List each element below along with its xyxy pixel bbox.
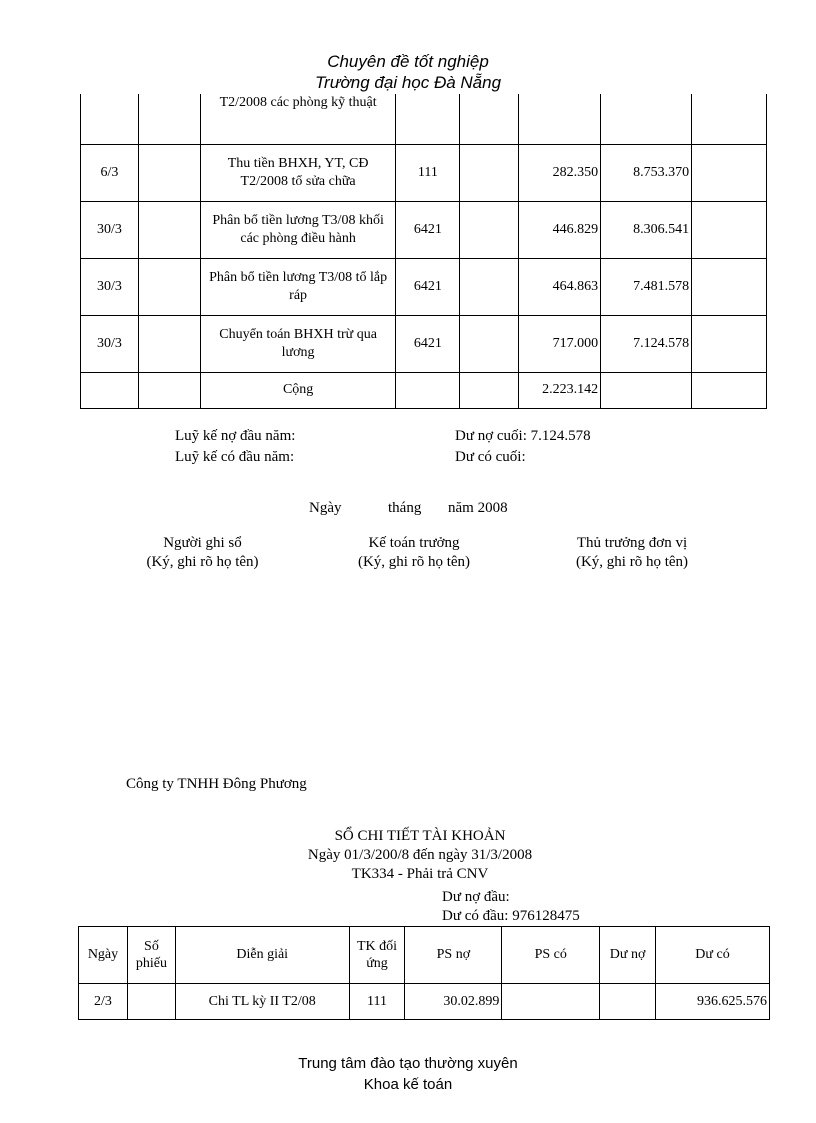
ledger-title: SỔ CHI TIẾT TÀI KHOẢN <box>334 828 506 844</box>
cell-date: 30/3 <box>81 201 139 258</box>
cell-debit: 30.02.899 <box>405 984 502 1020</box>
signature-note: (Ký, ghi rõ họ tên) <box>357 554 471 570</box>
signature-title: Người ghi sổ <box>163 535 242 551</box>
cell-debit <box>460 94 519 144</box>
table-header-row <box>79 927 770 984</box>
cell-credit: 717.000 <box>519 315 601 372</box>
table-row <box>81 94 767 144</box>
signature-title: Kế toán trưởng <box>368 535 460 551</box>
cell-account <box>396 372 460 408</box>
signature-block-recorder <box>120 535 285 571</box>
cell-credit: 464.863 <box>519 258 601 315</box>
cell-debit-balance <box>600 984 656 1020</box>
ledger-account: TK334 - Phải trả CNV <box>351 866 489 882</box>
cell-date: 6/3 <box>81 144 139 201</box>
date-day-label: Ngày <box>309 500 342 516</box>
column-header-date: Ngày <box>79 927 128 984</box>
table-row <box>81 258 767 315</box>
cell-voucher <box>138 258 200 315</box>
table-row <box>81 144 767 201</box>
table-row <box>81 201 767 258</box>
cell-credit-balance <box>692 315 767 372</box>
column-header-description: Diễn giải <box>175 927 349 984</box>
signature-title: Thủ trưởng đơn vị <box>576 535 688 551</box>
cumulative-credit-label: Luỹ kế có đầu năm: <box>175 449 295 465</box>
header-line-1: Chuyên đề tốt nghiệp <box>327 52 489 71</box>
cell-total-credit: 2.223.142 <box>519 372 601 408</box>
cell-debit <box>460 315 519 372</box>
cell-debit <box>460 201 519 258</box>
column-header-debit-balance: Dư nợ <box>600 927 656 984</box>
cell-voucher <box>138 315 200 372</box>
date-year-label: năm 2008 <box>448 500 508 516</box>
ledger-period: Ngày 01/3/200/8 đến ngày 31/3/2008 <box>307 847 533 863</box>
cell-credit-balance <box>692 201 767 258</box>
cell-account: 6421 <box>396 258 460 315</box>
cell-debit-balance: 8.306.541 <box>601 201 692 258</box>
cell-debit-balance: 7.124.578 <box>601 315 692 372</box>
column-header-counter-account: TK đối ứng <box>349 927 405 984</box>
cell-total-label: Cộng <box>200 372 396 408</box>
signature-block-director <box>548 535 716 571</box>
cell-debit <box>460 372 519 408</box>
header-line-2: Trường đại học Đà Nẵng <box>314 73 502 92</box>
cell-credit: 446.829 <box>519 201 601 258</box>
cell-credit-balance <box>692 258 767 315</box>
cell-debit-balance: 7.481.578 <box>601 258 692 315</box>
opening-credit-balance: Dư có đầu: 976128475 <box>442 908 580 924</box>
ledger-title-block <box>220 828 620 883</box>
cell-voucher <box>138 372 200 408</box>
cell-debit <box>460 258 519 315</box>
ending-debit-balance: Dư nợ cuối: 7.124.578 <box>455 428 591 444</box>
cell-account: 6421 <box>396 201 460 258</box>
opening-debit-balance: Dư nợ đầu: <box>442 889 510 905</box>
cell-account <box>396 94 460 144</box>
signature-note: (Ký, ghi rõ họ tên) <box>575 554 689 570</box>
cell-credit: 282.350 <box>519 144 601 201</box>
cell-debit-balance <box>601 372 692 408</box>
cell-voucher <box>138 94 200 144</box>
cell-account: 111 <box>349 984 405 1020</box>
table-row <box>79 984 770 1020</box>
cell-credit-balance <box>692 372 767 408</box>
cell-description: Phân bổ tiền lương T3/08 khối các phòng điều hành <box>200 201 396 258</box>
cell-date <box>81 94 139 144</box>
ending-credit-balance: Dư có cuối: <box>455 449 526 465</box>
cell-credit-balance <box>692 94 767 144</box>
column-header-debit: PS nợ <box>405 927 502 984</box>
cell-account: 111 <box>396 144 460 201</box>
cell-credit <box>519 94 601 144</box>
cell-description: Phân bổ tiền lương T3/08 tổ lắp ráp <box>200 258 396 315</box>
cell-description: Thu tiền BHXH, YT, CĐ T2/2008 tổ sửa chữa <box>200 144 396 201</box>
ledger-table <box>78 926 770 1020</box>
footer-line-2: Khoa kế toán <box>363 1076 453 1093</box>
cell-debit-balance: 8.753.370 <box>601 144 692 201</box>
cell-debit <box>460 144 519 201</box>
cell-date: 2/3 <box>79 984 128 1020</box>
cell-description: Chi TL kỳ II T2/08 <box>175 984 349 1020</box>
column-header-credit-balance: Dư có <box>656 927 770 984</box>
table-row <box>81 315 767 372</box>
cell-date <box>81 372 139 408</box>
cell-voucher <box>127 984 175 1020</box>
cell-account: 6421 <box>396 315 460 372</box>
column-header-voucher: Số phiếu <box>127 927 175 984</box>
signature-block-chief-accountant <box>330 535 498 571</box>
cell-credit-balance: 936.625.576 <box>656 984 770 1020</box>
cell-credit <box>502 984 600 1020</box>
cell-date: 30/3 <box>81 258 139 315</box>
company-name: Công ty TNHH Đông Phương <box>126 776 307 792</box>
cumulative-debit-label: Luỹ kế nợ đầu năm: <box>175 428 296 444</box>
cell-date: 30/3 <box>81 315 139 372</box>
cell-voucher <box>138 201 200 258</box>
cell-description: T2/2008 các phòng kỹ thuật <box>200 94 396 144</box>
column-header-credit: PS có <box>502 927 600 984</box>
signature-note: (Ký, ghi rõ họ tên) <box>146 554 259 570</box>
cell-description: Chuyển toán BHXH trừ qua lương <box>200 315 396 372</box>
cell-credit-balance <box>692 144 767 201</box>
footer-line-1: Trung tâm đào tạo thường xuyên <box>298 1055 518 1072</box>
cell-debit-balance <box>601 94 692 144</box>
date-month-label: tháng <box>388 500 422 516</box>
ledger-table-continued <box>80 94 767 409</box>
cell-voucher <box>138 144 200 201</box>
table-row-total <box>81 372 767 408</box>
